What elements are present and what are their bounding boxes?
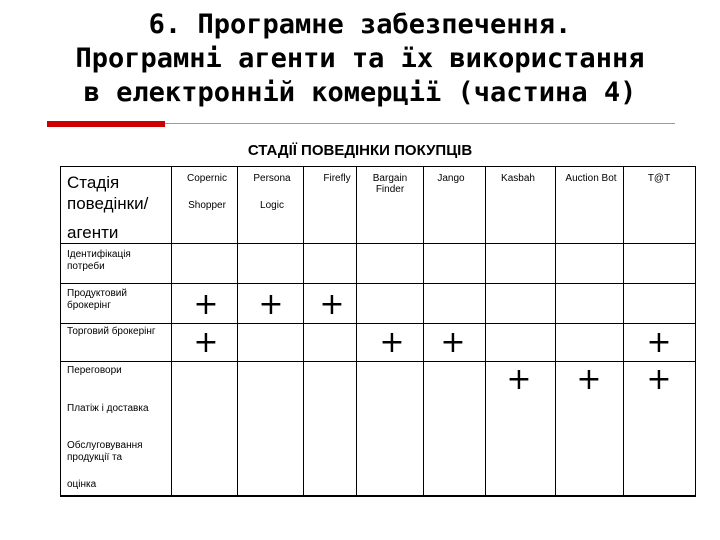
- row-label-service: Обслуговування продукції та: [67, 440, 143, 463]
- title-accent-bar: [47, 121, 165, 127]
- plus-mark: +: [193, 325, 219, 360]
- plus-mark: +: [646, 325, 672, 360]
- agent-kasbah: Kasbah: [501, 173, 535, 184]
- agent-persona: Persona: [253, 173, 291, 184]
- grid-line: [60, 495, 696, 497]
- title-line-3: в електронній комерції (частина 4): [83, 77, 637, 108]
- grid-line: [237, 166, 238, 496]
- grid-line: [60, 323, 696, 324]
- agent-auction-bot: Auction Bot: [565, 173, 617, 184]
- slide-title: [0, 8, 720, 110]
- agent-shopper: Shopper: [188, 200, 226, 211]
- agent-bargain-finder: Bargain Finder: [372, 173, 408, 195]
- agent-jango: Jango: [437, 173, 465, 184]
- plus-mark: +: [646, 362, 672, 397]
- header-stage-label: Стадія поведінки/: [67, 173, 149, 213]
- agent-copernic: Copernic: [186, 173, 228, 184]
- plus-mark: +: [319, 287, 345, 322]
- grid-line: [171, 166, 172, 496]
- grid-line: [60, 166, 61, 496]
- grid-line: [485, 166, 486, 496]
- grid-line: [60, 283, 696, 284]
- grid-line: [303, 166, 304, 496]
- grid-line: [60, 243, 696, 244]
- header-agents-label: агенти: [67, 223, 119, 242]
- plus-mark: +: [506, 362, 532, 397]
- grid-line: [695, 166, 696, 496]
- table-title: СТАДІЇ ПОВЕДІНКИ ПОКУПЦІВ: [247, 142, 473, 159]
- grid-line: [623, 166, 624, 496]
- grid-line: [555, 166, 556, 496]
- plus-mark: +: [576, 362, 602, 397]
- plus-mark: +: [258, 287, 284, 322]
- title-divider: [165, 123, 675, 124]
- plus-mark: +: [379, 325, 405, 360]
- plus-mark: +: [440, 325, 466, 360]
- grid-line: [60, 166, 696, 167]
- title-line-1: 6. Програмне забезпечення.: [148, 9, 572, 40]
- title-line-2: Програмні агенти та їх використання: [75, 43, 645, 74]
- agent-tat: T@T: [647, 173, 671, 184]
- row-label-negotiation: Переговори: [67, 365, 122, 376]
- row-label-product-brokering: Продуктовий брокерінг: [67, 288, 127, 311]
- agent-logic: Logic: [260, 200, 284, 211]
- agent-firefly: Firefly: [323, 173, 351, 184]
- grid-line: [356, 166, 357, 496]
- row-label-payment-delivery: Платіж і доставка: [67, 403, 149, 414]
- row-label-merchant-brokering: Торговий брокерінг: [67, 326, 156, 337]
- grid-line: [423, 166, 424, 496]
- row-label-evaluation: оцінка: [67, 479, 97, 490]
- row-label-need-identification: Ідентифікація потреби: [67, 249, 131, 272]
- plus-mark: +: [193, 287, 219, 322]
